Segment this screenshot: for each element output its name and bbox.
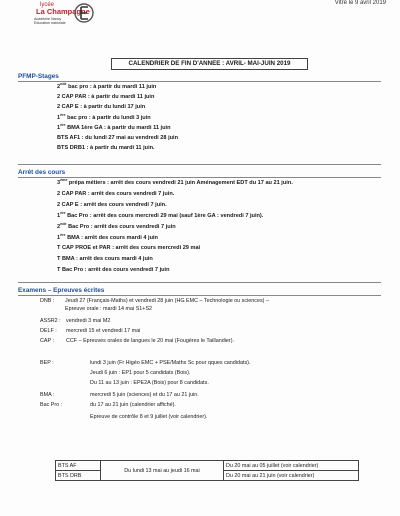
bep-line3: Du 11 au 13 juin : EPE2A (Bois) pour 8 candidats. [90, 380, 209, 386]
table-row [56, 461, 359, 471]
list-item [57, 232, 158, 241]
school-line3: Académie Nancy Education nationale [34, 17, 66, 26]
delf-label: DELF : [40, 328, 57, 334]
list-item [57, 122, 171, 131]
list-item [57, 112, 151, 121]
list-item-prefix: 3 [57, 180, 61, 186]
assr2-value: vendredi 3 mai M2 [66, 318, 111, 324]
list-item [57, 202, 167, 208]
list-item-text: Bac Pro : arrêt des cours vendredi 7 juin [66, 223, 176, 230]
section-title-pfmp: PFMP-Stages [18, 73, 59, 80]
bts-drb-label: BTS DRB [56, 471, 101, 481]
bep-label: BEP : [40, 360, 54, 366]
cap-value: CCF – Epreuves orales de langues le 20 mai (Fougères le Taillandier). [66, 338, 234, 344]
school-line1: lycée [40, 2, 55, 8]
list-item-text: 2 CAP E : à partir du lundi 17 juin [57, 104, 146, 111]
bep-line1: lundi 3 juin (Fr Higéo EMC + PSE/Maths Sc pour qques candidats). [90, 360, 251, 366]
list-item-text: prépa métiers : arrêt des cours vendredi 21 juin Aménagement EDT du 17 au 21 juin. [67, 180, 293, 186]
bts-af-label: BTS AF [56, 461, 101, 471]
list-item-superscript: nde [60, 221, 67, 226]
list-item [57, 267, 170, 273]
bep-line2: Jeudi 6 juin : EP1 pour 5 candidats (Bois). [90, 370, 191, 376]
list-item [57, 245, 200, 251]
list-item-prefix: 2 [57, 84, 61, 90]
list-item-prefix: 1 [57, 114, 61, 121]
section-divider [18, 164, 381, 165]
list-item-superscript: ère [60, 122, 66, 127]
list-item-text: 2 CAP PAR : à partir du mardi 11 juin [57, 94, 155, 101]
section-divider [18, 81, 381, 82]
list-item [57, 104, 145, 110]
list-item [57, 145, 155, 151]
list-item [57, 256, 153, 262]
list-item [57, 180, 293, 186]
bma-label: BMA : [40, 392, 55, 398]
delf-value: mercredi 15 et vendredi 17 mai [66, 328, 141, 334]
dnb-line2: Epreuve orale : mardi 14 mai S1+S2 [65, 306, 153, 312]
list-item-superscript: ère [60, 112, 66, 117]
page-title: CALENDRIER DE FIN D'ANNEE : AVRIL- MAI-JUIN 2019 [111, 58, 308, 70]
assr2-label: ASSR2 : [40, 318, 61, 324]
school-line2: La Champagne [36, 7, 90, 16]
controle-value: Epreuve de contrôle 8 et 9 juillet (voir calendrier). [90, 414, 208, 420]
list-item-text: 2 CAP PAR : arrêt des cours vendredi 7 juin. [57, 190, 175, 197]
list-item-text: BMA 1ère GA : à partir du mardi 11 juin [65, 124, 171, 131]
list-item-text: BTS DRB1 : à partir du mardi 11 juin. [57, 145, 155, 152]
bts-af-exams: Du 20 mai au 05 juillet (voir calendrier) [224, 461, 359, 471]
document-date: Vitré le 9 avril 2019 [334, 0, 386, 6]
list-item-superscript: ème [60, 178, 68, 183]
school-logo [22, 2, 102, 44]
list-item [57, 191, 174, 197]
list-item-text: Bac Pro : arrêt des cours mercredi 29 mai (sauf 1ère GA : vendredi 7 juin). [65, 212, 264, 219]
list-item-text: T CAP PROE et PAR : arrêt des cours mercredi 29 mai [57, 245, 201, 252]
bacpro-value: du 17 au 21 juin (calendrier affiché). [90, 402, 176, 408]
list-item-prefix: 1 [57, 234, 61, 241]
list-item-superscript: ère [60, 210, 66, 215]
list-item-text: bac pro : à partir du lundi 3 juin [65, 114, 151, 121]
list-item-text: T BMA : arrêt des cours mardi 4 juin [57, 256, 153, 263]
bma-value: mercredi 5 juin (sciences) et du 17 au 21 juin. [90, 392, 199, 398]
list-item [57, 210, 264, 219]
list-item-prefix: 2 [57, 223, 61, 230]
section-divider [18, 282, 381, 283]
bts-af-period: Du lundi 13 mai au jeudi 16 mai [101, 461, 224, 481]
list-item-text: BMA : arrêt des cours mardi 4 juin [65, 234, 158, 241]
list-item-prefix: 1 [57, 212, 61, 219]
bts-table [55, 460, 359, 481]
cap-label: CAP : [40, 338, 54, 344]
list-item-text: T Bac Pro : arrêt des cours vendredi 7 juin [57, 267, 170, 274]
list-item-superscript: ère [60, 232, 66, 237]
list-item-superscript: nde [60, 82, 67, 87]
section-title-arret: Arrêt des cours [18, 169, 66, 176]
dnb-label: DNB : [40, 298, 55, 304]
bacpro-label: Bac Pro : [40, 402, 63, 408]
list-item-prefix: 1 [57, 124, 61, 131]
section-divider [18, 295, 381, 296]
section-title-examens: Examens – Epreuves écrites [18, 287, 105, 294]
list-item-text: bac pro : à partir du mardi 11 juin [66, 84, 157, 90]
section-divider [18, 177, 381, 178]
bts-drb-exams: Du 20 mai au 21 juin (voir calendrier) [224, 471, 359, 481]
school-logo-icon [72, 2, 96, 24]
dnb-line1: Jeudi 27 (Français-Maths) et vendredi 28 juin (HG EMC – Technologie ou sciences) – [65, 298, 269, 304]
list-item [57, 221, 176, 230]
list-item [57, 135, 178, 141]
list-item [57, 94, 154, 100]
list-item-text: BTS AF1 : du lundi 27 mai au vendredi 28 juin [57, 135, 179, 141]
list-item [57, 84, 156, 90]
list-item-text: 2 CAP E : arrêt des cours vendredi 7 juin. [57, 201, 167, 208]
